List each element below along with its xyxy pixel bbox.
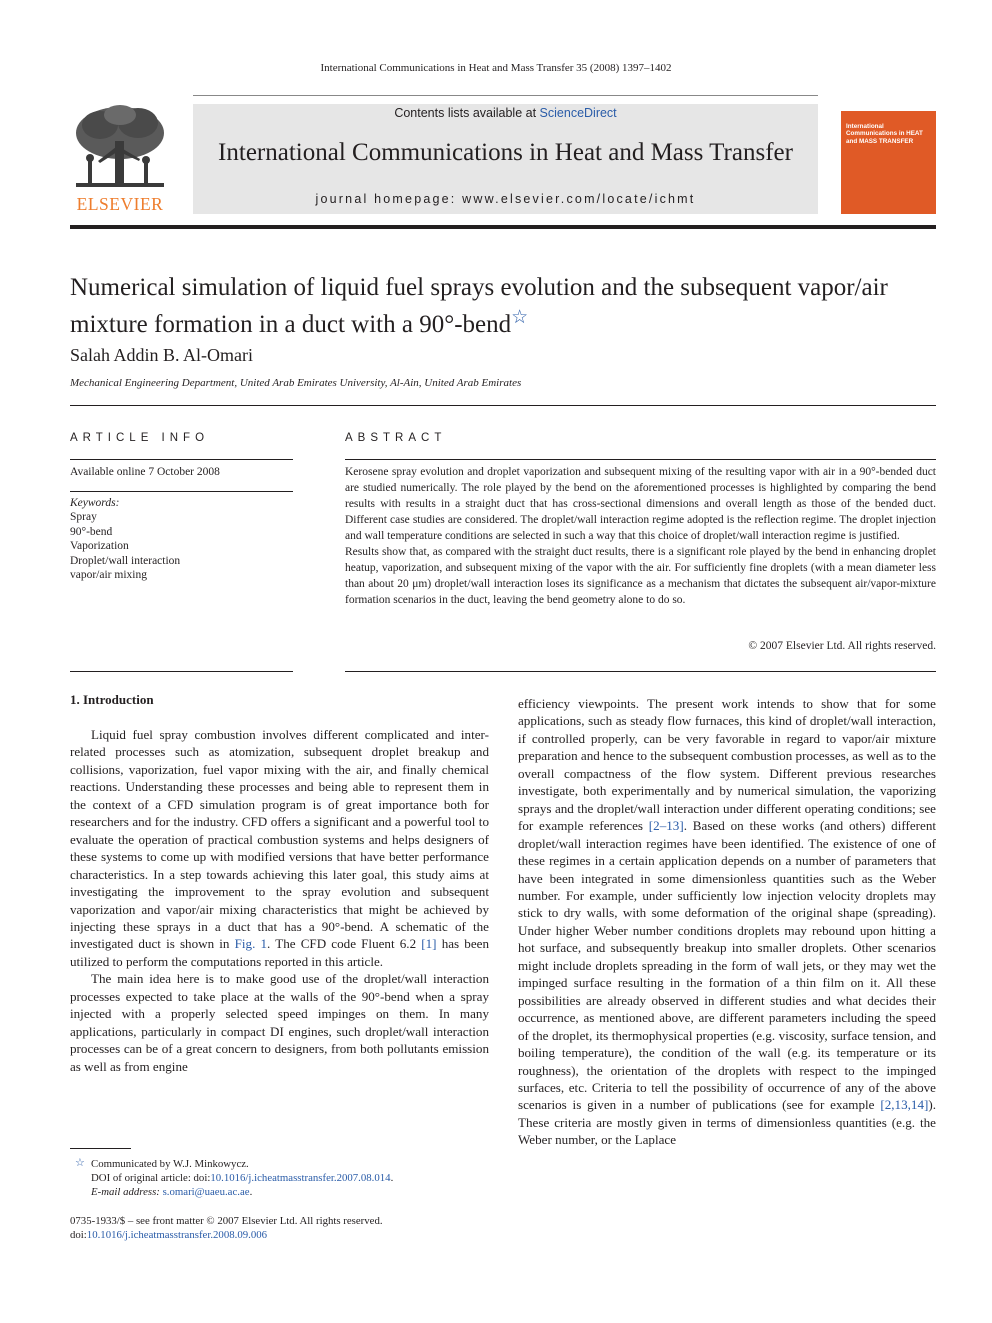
footnote-communicated: Communicated by W.J. Minkowycz. bbox=[91, 1158, 249, 1170]
title-rule bbox=[70, 405, 936, 406]
footnote-email: E-mail address: s.omari@uaeu.ac.ae. bbox=[91, 1186, 253, 1198]
keyword: 90°-bend bbox=[70, 525, 113, 538]
journal-homepage[interactable]: journal homepage: www.elsevier.com/locate/ichmt bbox=[315, 192, 696, 206]
abstract-rule bbox=[345, 459, 936, 460]
reference-link[interactable]: [1] bbox=[421, 936, 437, 952]
contents-line bbox=[193, 106, 818, 120]
keyword: vapor/air mixing bbox=[70, 569, 147, 582]
article-info-heading: ARTICLE INFO bbox=[70, 432, 210, 444]
cover-header-strip bbox=[841, 97, 936, 112]
abstract-paragraph: Kerosene spray evolution and droplet vaporization and subsequent mixing of the resulting vapor with air in a 90°-bended duct are studied numerically. The role played by the bend on the aforementioned processes is highlighted by comparing the bend results with results in a straight duct that has cross-sectional dimensions and overall length as those of the bended duct. Different case studies are considered. The droplet/wall interaction regime adopted is the reflection regime. The droplet injection and wall temperature conditions are selected in such a way that this choice of droplet/wall interaction regime is justified. bbox=[345, 466, 936, 542]
contents-prefix: Contents lists available at bbox=[394, 106, 537, 120]
body-column-left bbox=[70, 726, 489, 1075]
keywords-rule bbox=[70, 491, 293, 492]
intro-paragraph: Liquid fuel spray combustion involves different complicated and inter-related processes such as atomization, subsequent droplet breakup and collisions, vaporization, fuel vapor mixing with the air, and finally chemical reactions. Understanding these processes and being able to represent them in the context of a CFD simulation program is of great importance both for researchers and for the industry. CFD offers a significant and a powerful tool to evaluate the operation of practical combustion systems and helps designers of these systems to come up with modified versions that have better performance characteristics. In a step towards achieving this later goal, this study aims at investigating the improvement to the spray evolution and subsequent vaporization and vapor/air mixing characteristics that might be achieved by injecting these sprays in a duct that has a 90°-bend. A schematic of the investigated duct is shown in Fig. 1. The CFD code Fluent 6.2 [1] has been utilized to perform the computations reported in this article. bbox=[70, 727, 489, 969]
footnote-mark: ☆ bbox=[75, 1157, 85, 1169]
author-name: Salah Addin B. Al-Omari bbox=[70, 345, 253, 365]
available-online: Available online 7 October 2008 bbox=[70, 466, 220, 478]
sciencedirect-link[interactable]: ScienceDirect bbox=[539, 106, 617, 120]
intro-paragraph: The main idea here is to make good use of the droplet/wall interaction processes expected to take place at the walls of the 90°-bend when a spray injected with a properly selected speed impinges on them. In many applications, particularly in compact DI engines, such droplet/wall interaction processes can be of a great concern to designers, from both pollutants emission as well as from engine bbox=[70, 971, 489, 1074]
body-column-right bbox=[518, 695, 936, 1149]
masthead-top-rule bbox=[193, 95, 818, 96]
footnote-original-doi: DOI of original article: doi:10.1016/j.icheatmasstransfer.2007.08.014. bbox=[91, 1172, 394, 1184]
title-footnote-mark[interactable]: ☆ bbox=[511, 306, 529, 328]
intro-paragraph: efficiency viewpoints. The present work intends to show that for some applications, such as steady flow furnaces, this kind of droplet/wall interaction, if controlled properly, can be very favorable in regard to vapor/air mixture preparation and hence to the subsequent combustion processes, as well as to the overall compactness of the flow system. Different previous researches investigate, both experimentally and by numerical simulation, the vaporizing sprays and the droplet/wall interaction under different operating conditions; see for example references [2–13]. Based on these works (and others) different droplet/wall interaction regimes have been identified. The existence of one of these regimes in a certain application depends on a number of parameters that have been integrated in some dimensionless quantities such as the Weber number. For example, under sufficiently low injection velocity droplets may stick to dry walls, with some deformation of the original shape (spreading). Under higher Weber number conditions droplets may rebound upon hitting a hot surface, and subsequently breakup into smaller droplets. Other scenarios might include droplets spreading in the form of wall jets, or they may wet the impinged surface resulting in the formation of a thin film on it. All these possibilities are already observed in different studies and what decides their occurrence, as mentioned above, are different parameters including the speed of the droplet, its thermophysical properties (e.g. viscosity, surface tension, and boiling temperature), the condition of the wall (e.g. its temperature or its roughness), the orientation of the droplets with respect to the impinged surfaces, etc. Criteria to tell the possibility of occurrence of any of the above scenarios is given in a number of publications (see for example [2,13,14]). These criteria are mostly given in terms of dimensionless quantities (e.g. the Weber number, or the Laplace bbox=[518, 696, 937, 1148]
original-doi-link[interactable]: 10.1016/j.icheatmasstransfer.2007.08.014 bbox=[210, 1172, 391, 1184]
email-link[interactable]: s.omari@uaeu.ac.ae bbox=[162, 1186, 250, 1198]
keyword: Droplet/wall interaction bbox=[70, 554, 181, 567]
section-heading-introduction: 1. Introduction bbox=[70, 692, 154, 707]
article-info-bottom-rule bbox=[70, 671, 293, 672]
footnote-rule bbox=[70, 1148, 131, 1149]
doi-link[interactable]: 10.1016/j.icheatmasstransfer.2008.09.006 bbox=[86, 1229, 268, 1241]
article-info-rule bbox=[70, 459, 293, 460]
keyword-list bbox=[70, 510, 180, 583]
journal-cover-thumbnail[interactable] bbox=[841, 97, 936, 214]
reference-link[interactable]: [2,13,14] bbox=[880, 1097, 929, 1113]
author-affiliation: Mechanical Engineering Department, United Arab Emirates University, Al-Ain, United Arab Emirates bbox=[70, 377, 522, 389]
keyword: Spray bbox=[70, 511, 97, 523]
paper-title-text: Numerical simulation of liquid fuel sprays evolution and the subsequent vapor/air mixture formation in a duct with a 90°-bend bbox=[70, 274, 888, 338]
figure-link[interactable]: Fig. 1 bbox=[234, 936, 268, 952]
abstract-paragraph: Results show that, as compared with the straight duct results, there is a significant role played by the bend in enhancing droplet heatup, vaporization, and subsequent mixing of the vapor with the air. For sufficiently fine droplets (with a mean diameter less than about 20 μm) droplet/wall interaction loses its significance as a mechanism that dictates the subsequent air/vapor-mixture formation scenarios in the duct, leaving the bend geometry alone to do so. bbox=[345, 546, 936, 606]
abstract-copyright: © 2007 Elsevier Ltd. All rights reserved. bbox=[748, 640, 936, 652]
publisher-name: ELSEVIER bbox=[76, 194, 164, 214]
reference-link[interactable]: [2–13] bbox=[648, 818, 684, 834]
elsevier-logo[interactable] bbox=[70, 103, 170, 215]
masthead-bottom-rule bbox=[70, 225, 936, 229]
abstract-bottom-rule bbox=[345, 671, 936, 672]
cover-title: International Communications in HEAT and MASS TRANSFER bbox=[846, 123, 923, 145]
elsevier-tree-icon bbox=[70, 103, 170, 193]
keywords-label: Keywords: bbox=[70, 497, 120, 509]
doi-line: doi:10.1016/j.icheatmasstransfer.2008.09.006 bbox=[70, 1229, 268, 1241]
paper-title bbox=[70, 273, 936, 339]
running-head: International Communications in Heat and Mass Transfer 35 (2008) 1397–1402 bbox=[320, 62, 672, 74]
journal-title: International Communications in Heat and Mass Transfer bbox=[218, 139, 793, 166]
keyword: Vaporization bbox=[70, 540, 129, 553]
abstract-body bbox=[345, 464, 936, 608]
issn-line: 0735-1933/$ – see front matter © 2007 Elsevier Ltd. All rights reserved. bbox=[70, 1215, 383, 1227]
abstract-heading: ABSTRACT bbox=[345, 432, 447, 444]
